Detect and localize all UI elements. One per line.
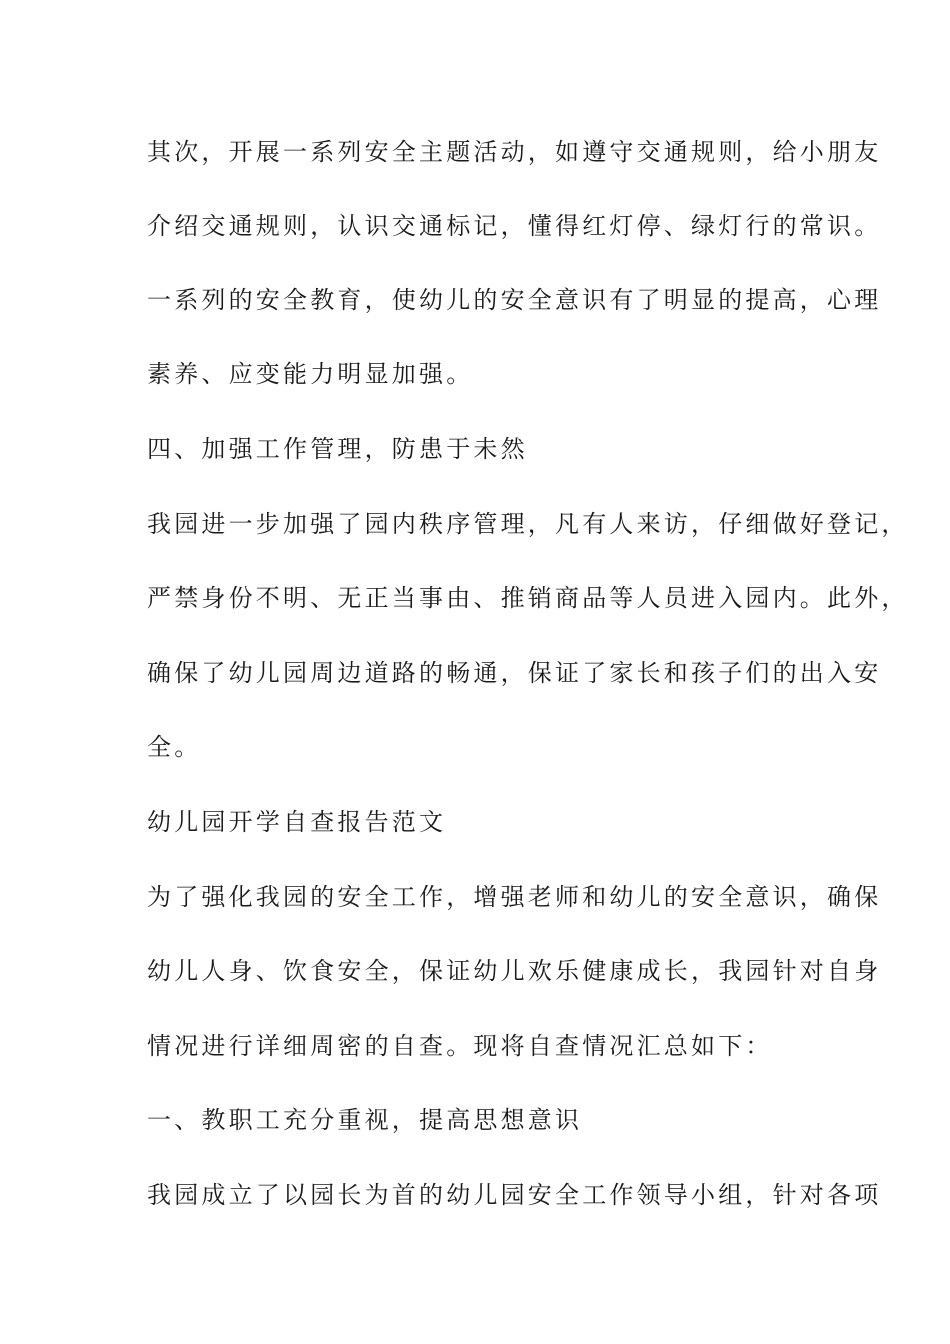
text-line: 幼儿人身、饮食安全，保证幼儿欢乐健康成长，我园针对自身 (147, 957, 882, 985)
text-line: 严禁身份不明、无正当事由、推销商品等人员进入园内。此外， (147, 584, 909, 612)
text-line: 一系列的安全教育，使幼儿的安全意识有了明显的提高，心理 (147, 286, 882, 314)
text-line: 为了强化我园的安全工作，增强老师和幼儿的安全意识，确保 (147, 883, 882, 911)
text-line: 介绍交通规则，认识交通标记，懂得红灯停、绿灯行的常识。 (147, 212, 882, 240)
text-line: 情况进行详细周密的自查。现将自查情况汇总如下： (147, 1032, 773, 1060)
text-line: 确保了幼儿园周边道路的畅通，保证了家长和孩子们的出入安 (147, 659, 882, 687)
text-line: 全。 (147, 733, 202, 761)
text-line: 素养、应变能力明显加强。 (147, 360, 474, 388)
text-line: 其次，开展一系列安全主题活动，如遵守交通规则，给小朋友 (147, 138, 882, 166)
section-heading: 一、教职工充分重视，提高思想意识 (147, 1106, 583, 1134)
document-title: 幼儿园开学自查报告范文 (147, 808, 447, 836)
text-line: 我园进一步加强了园内秩序管理，凡有人来访，仔细做好登记， (147, 510, 909, 538)
text-line: 我园成立了以园长为首的幼儿园安全工作领导小组，针对各项 (147, 1181, 882, 1209)
section-heading: 四、加强工作管理，防患于未然 (147, 435, 528, 463)
